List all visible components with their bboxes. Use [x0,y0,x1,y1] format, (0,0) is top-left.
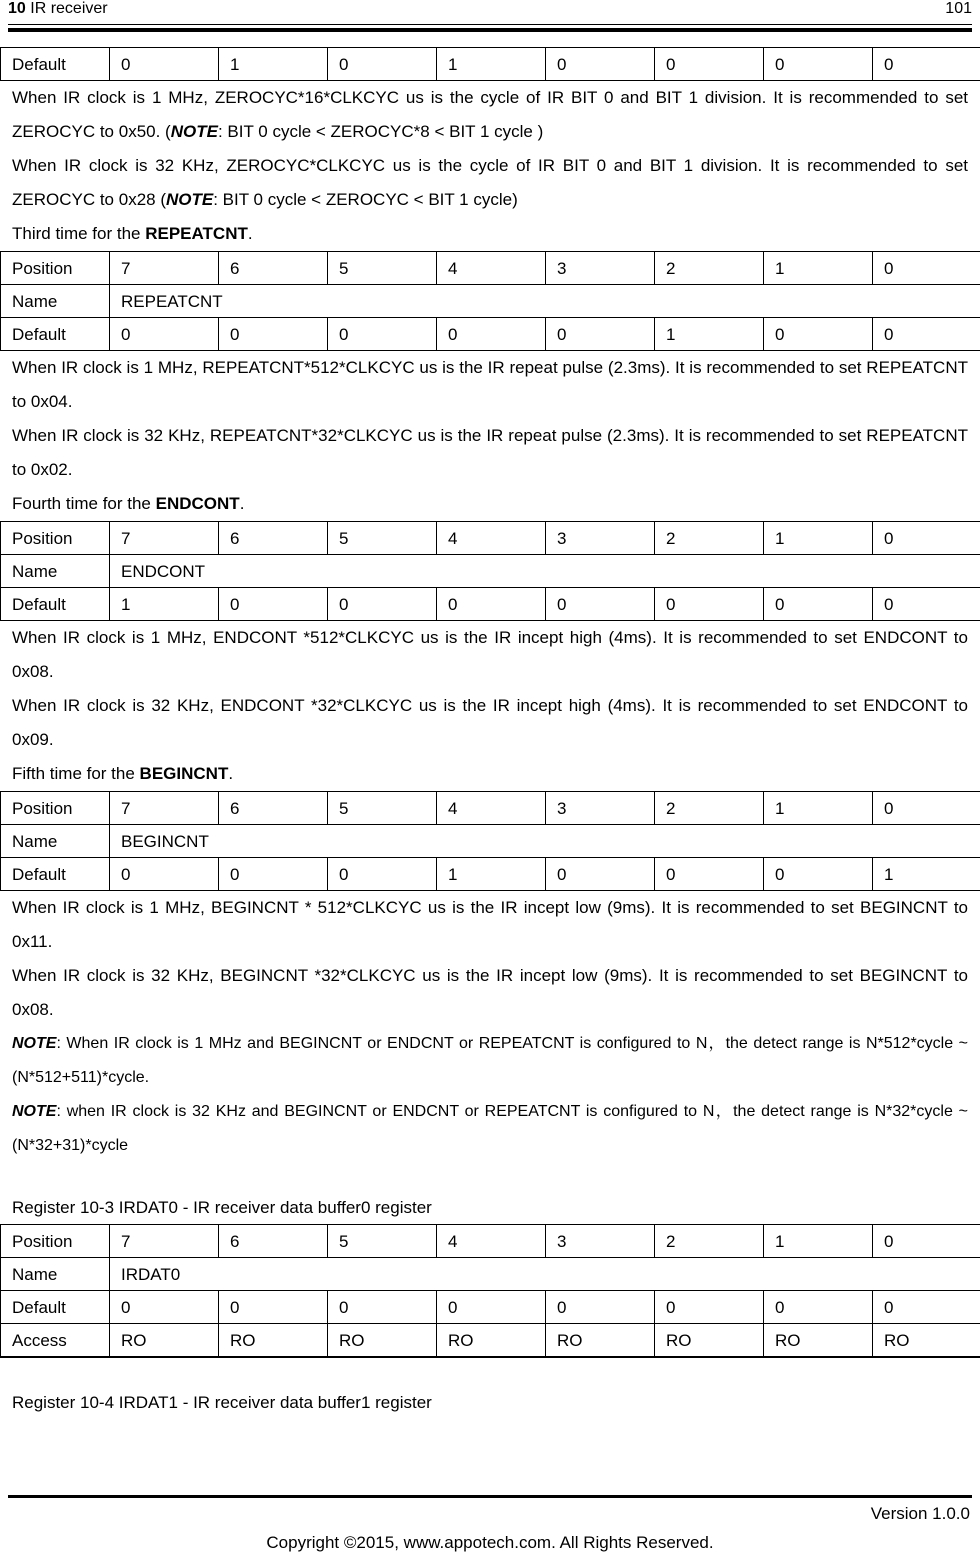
table-cell: RO [764,1324,873,1358]
row-label: Name [1,1258,110,1291]
table-cell: 0 [764,588,873,621]
table-cell: 0 [328,318,437,351]
table-cell: 2 [655,1225,764,1258]
paragraph: When IR clock is 32 KHz, ENDCONT *32*CLKCYC us is the IR incept high (4ms). It is recommended to set ENDCONT to 0x09. [12,696,968,749]
paragraph-text: : When IR clock is 1 MHz and BEGINCNT or ENDCNT or REPEATCNT is configured to N，the detect range is N*512*cycle ~ (N*512+511)*cycle. [12,1035,969,1086]
table-cell: 0 [655,1291,764,1324]
table-cell: 3 [546,1225,655,1258]
table-cell: 0 [546,1291,655,1324]
paragraph-text: Fifth time for the [12,764,140,783]
default-row [1,1291,980,1324]
row-label: Default [1,858,110,891]
table-cell: 3 [546,522,655,555]
table-cell: 0 [110,318,219,351]
table-cell: 1 [764,252,873,285]
table-cell: 0 [219,858,328,891]
table-cell: RO [437,1324,546,1358]
table-cell: 5 [328,252,437,285]
chapter-heading [8,0,108,18]
register-name-cell: REPEATCNT [110,285,980,318]
table-cell: 6 [219,522,328,555]
table-cell: 5 [328,1225,437,1258]
table-cell: RO [873,1324,980,1358]
table-cell: 5 [328,792,437,825]
table-cell: 4 [437,792,546,825]
table-cell: 0 [219,318,328,351]
row-label: Position [1,522,110,555]
table-cell: 7 [110,252,219,285]
table-cell: 0 [110,858,219,891]
paragraph: When IR clock is 32 KHz, REPEATCNT*32*CLKCYC us is the IR repeat pulse (2.3ms). It is recommended to set REPEATCNT to 0x02. [12,426,968,479]
begincnt-register-table [0,791,980,891]
register-name-cell: BEGINCNT [110,825,980,858]
table-cell: 0 [655,858,764,891]
table-cell: 0 [546,588,655,621]
table-cell: 0 [328,1291,437,1324]
bit-4-default: 1 [437,48,546,81]
table-cell: 1 [437,858,546,891]
paragraph-text: . [228,764,234,783]
table-cell: 1 [110,588,219,621]
table-cell: 0 [764,1291,873,1324]
access-row [1,1324,980,1358]
table-cell: 0 [328,588,437,621]
spacer [0,1358,980,1386]
table-cell: 7 [110,1225,219,1258]
table-cell: 6 [219,1225,328,1258]
table-cell: 1 [873,858,980,891]
paragraph-text: Third time for the [12,224,146,243]
table-cell: 0 [873,522,980,555]
name-row [1,285,980,318]
table-cell: 6 [219,792,328,825]
table-cell: 1 [655,318,764,351]
paragraph-text: : BIT 0 cycle < ZEROCYC < BIT 1 cycle) [213,190,518,209]
section-intro [0,487,980,521]
row-label: Name [1,285,110,318]
footer-rule [8,1495,972,1498]
paragraph-text: When IR clock is 1 MHz, ZEROCYC*16*CLKCYC us is the cycle of IR BIT 0 and BIT 1 division. It is recommended to set ZEROCYC to 0x50. ( [12,88,968,141]
position-row [1,1225,980,1258]
default-row [1,48,980,81]
table-cell: RO [655,1324,764,1358]
table-cell: 0 [873,1291,980,1324]
table-cell: 1 [764,522,873,555]
bit-2-default: 0 [655,48,764,81]
table-cell: 1 [764,792,873,825]
table-cell: RO [546,1324,655,1358]
note-paragraph [0,1027,980,1095]
table-cell: 4 [437,1225,546,1258]
row-label: Position [1,792,110,825]
row-label: Default [1,588,110,621]
register-field-name: ENDCONT [155,494,240,513]
chapter-title: IR receiver [25,0,108,17]
register-caption: Register 10-4 IRDAT1 - IR receiver data buffer1 register [12,1393,432,1412]
page-content [0,47,980,1419]
table-cell: 0 [873,792,980,825]
copyright-notice: Copyright ©2015, www.appotech.com. All Rights Reserved. [266,1533,714,1552]
paragraph-text: Fourth time for the [12,494,156,513]
note-paragraph [0,1095,980,1163]
header-rule-thin [8,24,972,25]
bit-0-default: 0 [873,48,980,81]
register-field-name: REPEATCNT [145,224,248,243]
page-number: 101 [945,0,972,17]
default-row [1,588,980,621]
table-cell: 0 [437,588,546,621]
note-label: NOTE [12,1103,57,1120]
paragraph: When IR clock is 1 MHz, REPEATCNT*512*CLKCYC us is the IR repeat pulse (2.3ms). It is recommended to set REPEATCNT to 0x04. [12,358,968,411]
name-row [1,555,980,588]
table-cell: 0 [873,1225,980,1258]
table-cell: 4 [437,522,546,555]
row-label: Default [1,48,110,81]
paragraph-text: . [247,224,253,243]
position-row [1,792,980,825]
default-row [1,318,980,351]
paragraph-text: : when IR clock is 32 KHz and BEGINCNT or ENDCNT or REPEATCNT is configured to N，the detect range is N*32*cycle ~ (N*32+31)*cycle [12,1103,968,1154]
table-cell: 7 [110,522,219,555]
bit-6-default: 1 [219,48,328,81]
paragraph: When IR clock is 1 MHz, ENDCONT *512*CLKCYC us is the IR incept high (4ms). It is recommended to set ENDCONT to 0x08. [12,628,968,681]
row-label: Access [1,1324,110,1358]
position-row [1,252,980,285]
table-cell: 3 [546,252,655,285]
row-label: Name [1,825,110,858]
bit-3-default: 0 [546,48,655,81]
name-row [1,1258,980,1291]
table-cell: 0 [546,858,655,891]
table-cell: 0 [437,1291,546,1324]
table-cell: 0 [873,252,980,285]
row-label: Default [1,1291,110,1324]
table-cell: 0 [437,318,546,351]
table-cell: 0 [873,588,980,621]
table-cell: 0 [764,858,873,891]
note-label: NOTE [12,1035,57,1052]
table-cell: 6 [219,252,328,285]
bit-1-default: 0 [764,48,873,81]
register-name-cell: ENDCONT [110,555,980,588]
table-cell: RO [110,1324,219,1358]
paragraph [0,81,980,149]
bit-7-default: 0 [110,48,219,81]
chapter-number: 10 [8,0,26,17]
table-cell: RO [219,1324,328,1358]
table-cell: 5 [328,522,437,555]
endcont-register-table [0,521,980,621]
table-cell: 0 [546,318,655,351]
table-cell: 0 [219,588,328,621]
paragraph-text: . [239,494,245,513]
table-cell: 7 [110,792,219,825]
paragraph-text: When IR clock is 32 KHz, ZEROCYC*CLKCYC us is the cycle of IR BIT 0 and BIT 1 division. It is recommended to set ZEROCYC to 0x28 ( [12,156,968,209]
table-cell: RO [328,1324,437,1358]
position-row [1,522,980,555]
table-cell: 3 [546,792,655,825]
header-rule-thick [8,28,972,32]
register-name-cell: IRDAT0 [110,1258,980,1291]
table-cell: 0 [873,318,980,351]
bit-5-default: 0 [328,48,437,81]
page-header [8,0,972,22]
table-cell: 0 [219,1291,328,1324]
section-intro [0,757,980,791]
paragraph-text: : BIT 0 cycle < ZEROCYC*8 < BIT 1 cycle ) [217,122,544,141]
table-cell: 0 [655,588,764,621]
row-label: Position [1,1225,110,1258]
table-cell: 4 [437,252,546,285]
table-cell: 2 [655,252,764,285]
name-row [1,825,980,858]
table-cell: 1 [764,1225,873,1258]
paragraph [0,149,980,217]
note-label: NOTE [166,190,214,209]
spacer [0,1163,980,1191]
note-label: NOTE [170,122,218,141]
table-cell: 0 [764,318,873,351]
zerocyc-register-table [0,47,980,81]
row-label: Name [1,555,110,588]
register-caption: Register 10-3 IRDAT0 - IR receiver data buffer0 register [12,1198,432,1217]
section-intro [0,217,980,251]
table-cell: 2 [655,522,764,555]
version-label: Version 1.0.0 [870,1504,970,1523]
table-cell: 2 [655,792,764,825]
row-label: Default [1,318,110,351]
paragraph: When IR clock is 1 MHz, BEGINCNT * 512*CLKCYC us is the IR incept low (9ms). It is recommended to set BEGINCNT to 0x11. [12,898,968,951]
irdat0-register-table [0,1224,980,1358]
paragraph: When IR clock is 32 KHz, BEGINCNT *32*CLKCYC us is the IR incept low (9ms). It is recommended to set BEGINCNT to 0x08. [12,966,968,1019]
table-cell: 0 [328,858,437,891]
register-field-name: BEGINCNT [139,764,229,783]
row-label: Position [1,252,110,285]
repeatcnt-register-table [0,251,980,351]
default-row [1,858,980,891]
table-cell: 0 [110,1291,219,1324]
